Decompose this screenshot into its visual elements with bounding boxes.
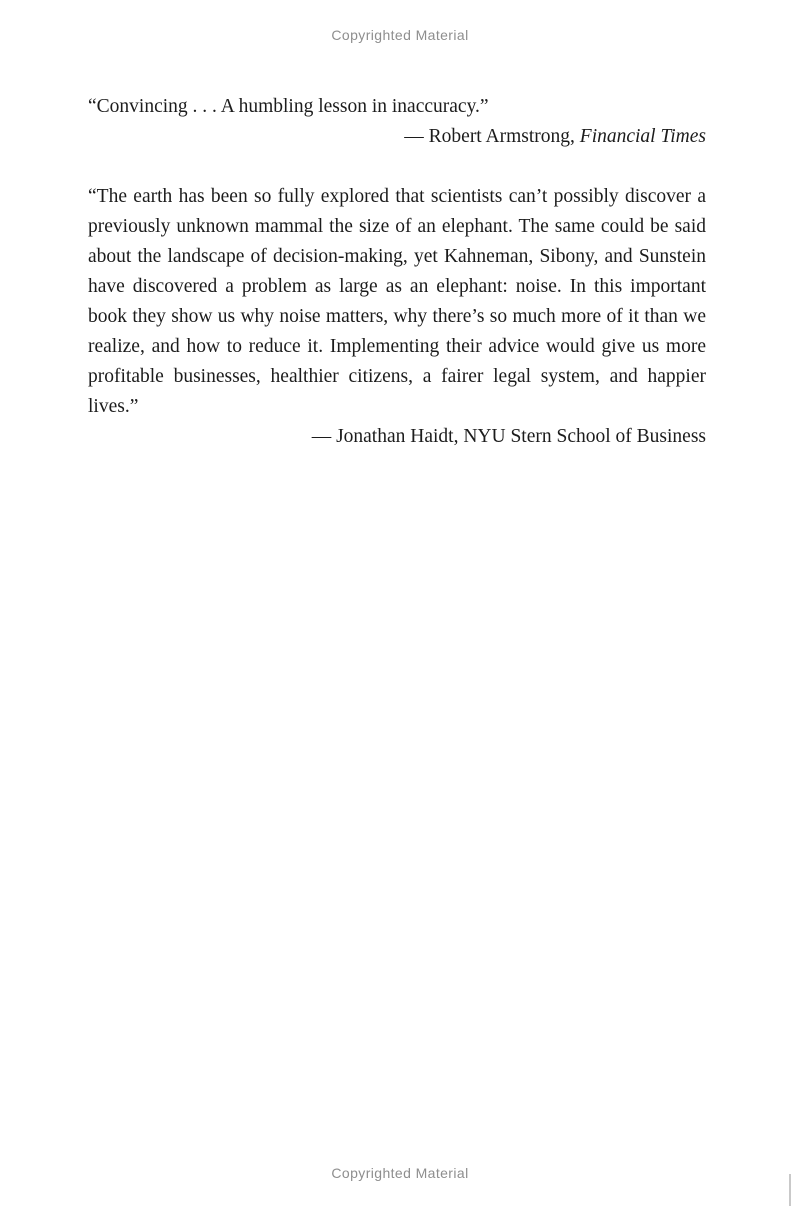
page-edge-line [789,1174,791,1206]
praise-page-content [88,92,706,452]
review-attribution [88,122,706,152]
review-quote: “The earth has been so fully explored that scientists can’t possibly discover a previously unknown mammal the size of an elephant. The same could be said about the landscape of decision-making, yet Kahneman, Sibony, and Sunstein have discovered a problem as large as an elephant: noise. In this important book they show us why noise matters, why there’s so much more of it than we realize, and how to reduce it. Implementing their advice would give us more profitable businesses, healthier citizens, a fairer legal system, and happier lives.” [88,186,706,417]
copyright-notice-top: Copyrighted Material [331,27,469,43]
attribution-source: Financial Times [579,126,706,147]
review-attribution: — Jonathan Haidt, NYU Stern School of Business [311,426,706,447]
copyright-notice-bottom: Copyrighted Material [331,1165,469,1181]
review-quote: “Convincing . . . A humbling lesson in inaccuracy.” [88,96,489,117]
review-block [88,182,706,452]
attribution-name: — Robert Armstrong, [404,126,580,147]
review-block [88,92,706,152]
